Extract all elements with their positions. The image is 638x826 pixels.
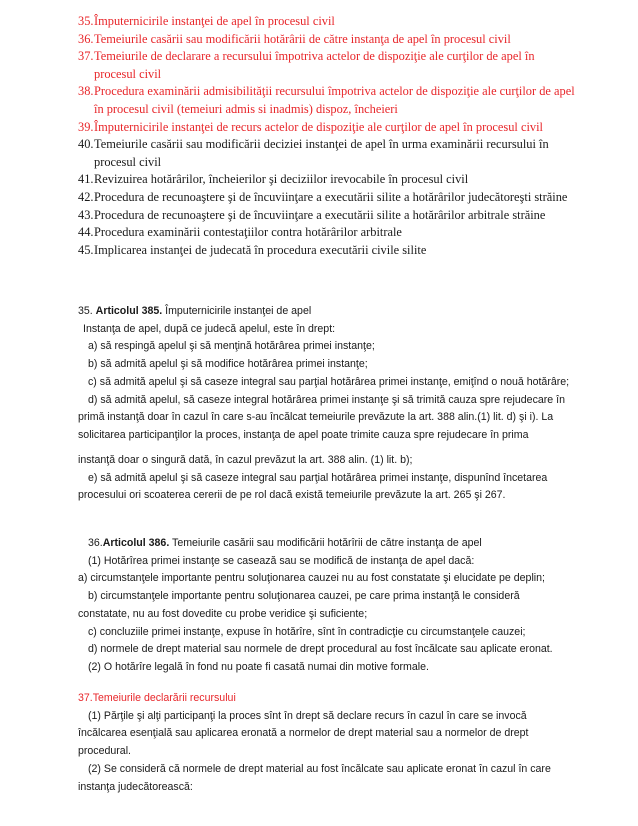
article-title: Împuternicirile instanţei de apel (162, 305, 312, 317)
section-number: 36. (88, 537, 103, 549)
paragraph: procesului ori scoaterea cererii de pe rol dacă există temeiurile prevăzute la art. 265 şi 267. (78, 489, 506, 502)
list-item (78, 224, 578, 242)
section-number: 35. (78, 305, 96, 317)
item-text: Temeiurile casării sau modificării hotărârii de către instanţa de apel în procesul civil (94, 31, 511, 46)
item-number: 42. (78, 189, 94, 204)
item-text: Împuternicirile instanţei de apel în procesul civil (94, 14, 335, 28)
item-text: Implicarea instanţei de judecată în procedura executării civile silite (94, 242, 427, 257)
item-text: Procedura examinării admisibilităţii recursului împotriva actelor de dispoziţie ale curţilor de apel în procesul civil (temeiuri admis si inadmis) dispoz, încheieri (94, 84, 575, 116)
article-386-section (78, 535, 584, 677)
paragraph: solicitarea participanţilor la proces, instanţa de apel poate trimite cauza spre rejudecare în prima (78, 428, 529, 441)
item-number: 41. (78, 172, 94, 187)
paragraph: constatate, nu au fost dovedite cu probe veridice şi suficiente; (78, 607, 368, 620)
article-heading (78, 303, 584, 321)
item-number: 37. (78, 49, 94, 64)
paragraph: b) circumstanţele importante pentru soluţionarea cauzei, pe care prima instanţă le consideră (88, 590, 520, 603)
paragraph: (2) Se consideră că normele de drept material au fost încălcate sau aplicate eronat în cazul în care (88, 762, 551, 775)
item-text: Revizuirea hotărârilor, încheierilor şi deciziilor irevocabile în procesul civil (94, 172, 469, 187)
paragraph: c) să admită apelul şi să caseze integral sau parţial hotărârea primei instanţe, emiţînd o nouă hotărâre; (88, 375, 570, 388)
paragraph: e) să admită apelul şi să caseze integral sau parţial hotărârea primei instanţe, dispunînd încetarea (88, 471, 548, 484)
paragraph: (1) Părţile şi alţi participanţi la proces sînt în drept să declare recurs în cazul în care se invocă (88, 709, 527, 722)
item-number: 36. (78, 31, 94, 46)
paragraph: Instanţa de apel, după ce judecă apelul, este în drept: (83, 322, 336, 335)
paragraph: b) să admită apelul şi să modifice hotărârea primei instanţe; (88, 358, 368, 371)
article-label: Articolul 385. (95, 305, 163, 317)
list-item (78, 136, 578, 171)
item-text: Procedura de recunoaştere şi de încuviinţare a executării silite a hotărârilor arbitrale străine (94, 207, 546, 222)
list-item (78, 48, 578, 83)
item-number: 38. (78, 84, 94, 99)
paragraph: a) circumstanţele importante pentru soluţionarea cauzei nu au fost constatate şi elucidate pe deplin; (78, 572, 545, 585)
article-385-continued (78, 452, 584, 505)
section-heading: 37.Temeiurile declarării recursului (78, 692, 236, 704)
article-label: Articolul 386. (102, 537, 170, 549)
item-text: Temeiurile de declarare a recursului împotriva actelor de dispoziţie ale curţilor de apel în procesul civil (94, 49, 535, 81)
item-number: 44. (78, 225, 94, 240)
item-number: 35. (78, 14, 94, 28)
item-number: 45. (78, 242, 94, 257)
paragraph: instanţă doar o singură dată, în cazul prevăzut la art. 388 alin. (1) lit. b); (78, 454, 413, 466)
paragraph: (2) O hotărîre legală în fond nu poate fi casată numai din motive formale. (88, 660, 429, 673)
article-37-section (78, 690, 584, 796)
article-heading (78, 535, 584, 553)
list-item (78, 13, 578, 31)
item-number: 39. (78, 119, 94, 134)
list-item (78, 31, 578, 49)
article-title: Temeiurile casării sau modificării hotărîrii de către instanţa de apel (169, 537, 482, 549)
question-list (78, 13, 578, 259)
paragraph: d) să admită apelul, să caseze integral hotărârea primei instanţe şi să trimită cauza spre rejudecare în (88, 393, 565, 406)
list-item (78, 242, 578, 260)
list-item (78, 189, 578, 207)
list-item (78, 119, 578, 137)
paragraph: procedural. (78, 745, 131, 758)
paragraph: încălcarea esenţială sau aplicarea eronată a normelor de drept material sau a normelor de drept (78, 727, 529, 740)
list-item (78, 207, 578, 225)
paragraph: a) să respingă apelul şi să menţină hotărârea primei instanţe; (88, 340, 375, 353)
paragraph: (1) Hotărîrea primei instanţe se casează sau se modifică de instanţa de apel dacă: (88, 554, 475, 567)
paragraph: instanţa judecătorească: (78, 780, 193, 793)
item-number: 40. (78, 137, 94, 152)
paragraph: primă instanţă doar în cazul în care s-au încălcat temeiurile prevăzute la art. 388 alin.(1) lit. d) şi i). La (78, 411, 554, 424)
item-number: 43. (78, 207, 94, 222)
item-text: Împuternicirile instanţei de recurs actelor de dispoziţie ale curţilor de apel în procesul civil (94, 119, 543, 134)
list-item (78, 83, 578, 118)
item-text: Procedura examinării contestaţiilor contra hotărârilor arbitrale (94, 225, 402, 240)
paragraph: d) normele de drept material sau normele de drept procedural au fost încălcate sau aplicate eronat. (88, 643, 553, 656)
list-item (78, 171, 578, 189)
item-text: Temeiurile casării sau modificării deciziei instanţei de apel în urma examinării recursului în procesul civil (94, 137, 549, 169)
article-385-section (78, 303, 584, 445)
paragraph: c) concluziile primei instanţe, expuse în hotărîre, sînt în contradicţie cu circumstanţele cauzei; (88, 625, 526, 638)
item-text: Procedura de recunoaştere şi de încuviinţare a executării silite a hotărârilor judecătoreşti străine (94, 189, 568, 204)
